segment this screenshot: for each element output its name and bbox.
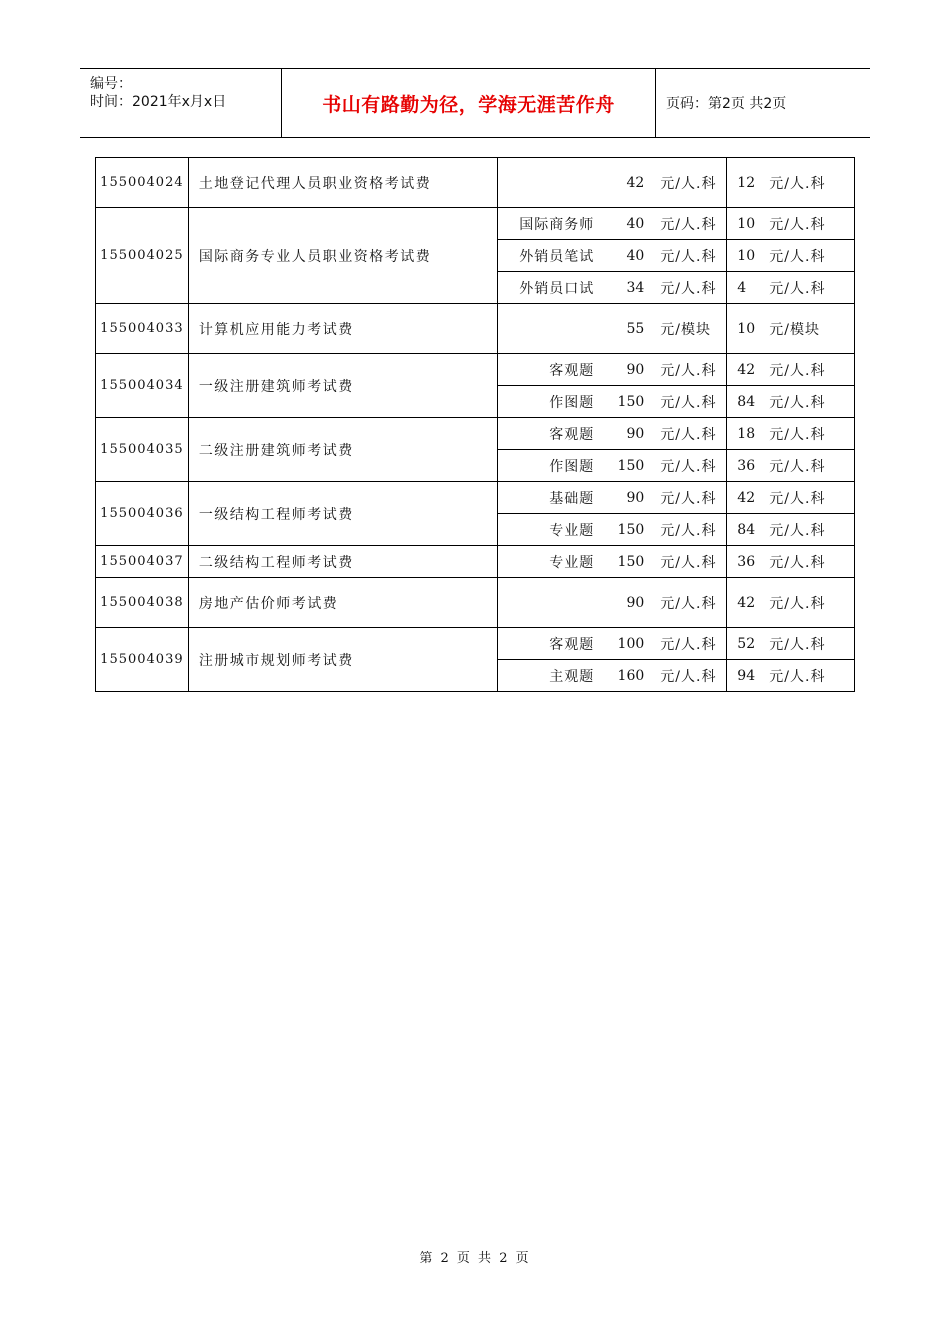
fee-standard <box>497 546 726 578</box>
fee-unit-2: 元/人.科 <box>769 394 826 411</box>
fee-standard <box>497 578 726 628</box>
fee-unit-2: 元/人.科 <box>769 458 826 475</box>
fee-unit: 元/人.科 <box>660 216 717 233</box>
fee-code: 155004025 <box>96 208 189 304</box>
fee-unit-2: 元/人.科 <box>769 426 826 443</box>
fee-subitem: 主观题 <box>549 668 595 685</box>
fee-amount-2: 36 <box>737 553 756 570</box>
fee-unit: 元/人.科 <box>660 636 717 653</box>
fee-table-body <box>96 158 855 692</box>
fee-name: 二级结构工程师考试费 <box>188 546 497 578</box>
fee-unit-2: 元/人.科 <box>769 175 826 192</box>
table-row <box>96 578 855 628</box>
fee-unit-2: 元/人.科 <box>769 554 826 571</box>
fee-amount: 40 <box>626 215 645 232</box>
fee-standard-2 <box>727 304 855 354</box>
fee-unit-2: 元/人.科 <box>769 668 826 685</box>
fee-unit: 元/人.科 <box>660 280 717 297</box>
fee-amount: 90 <box>626 361 645 378</box>
fee-amount-2: 42 <box>737 594 756 611</box>
fee-name: 一级结构工程师考试费 <box>188 482 497 546</box>
fee-standard-2 <box>727 546 855 578</box>
fee-unit: 元/人.科 <box>660 175 717 192</box>
fee-amount-2: 84 <box>737 393 756 410</box>
fee-amount: 40 <box>626 247 645 264</box>
fee-standard-2 <box>727 272 855 304</box>
fee-amount-2: 10 <box>737 215 756 232</box>
fee-name: 二级注册建筑师考试费 <box>188 418 497 482</box>
table-row <box>96 546 855 578</box>
fee-standard-2 <box>727 240 855 272</box>
table-row <box>96 304 855 354</box>
fee-code: 155004037 <box>96 546 189 578</box>
fee-standard <box>497 240 726 272</box>
fee-code: 155004038 <box>96 578 189 628</box>
fee-standard <box>497 158 726 208</box>
fee-amount: 100 <box>617 635 645 652</box>
fee-code: 155004039 <box>96 628 189 692</box>
fee-subitem: 基础题 <box>549 490 595 507</box>
fee-subitem: 国际商务师 <box>519 216 595 233</box>
fee-subitem: 作图题 <box>549 458 595 475</box>
fee-amount-2: 12 <box>737 174 756 191</box>
fee-standard <box>497 482 726 514</box>
fee-subitem: 外销员笔试 <box>519 248 595 265</box>
fee-unit: 元/人.科 <box>660 668 717 685</box>
table-row <box>96 418 855 450</box>
table-row <box>96 354 855 386</box>
fee-standard-2 <box>727 386 855 418</box>
fee-unit: 元/人.科 <box>660 362 717 379</box>
fee-unit: 元/人.科 <box>660 490 717 507</box>
fee-unit: 元/模块 <box>660 321 711 338</box>
fee-name: 房地产估价师考试费 <box>188 578 497 628</box>
fee-code: 155004035 <box>96 418 189 482</box>
fee-unit: 元/人.科 <box>660 458 717 475</box>
fee-unit-2: 元/人.科 <box>769 595 826 612</box>
fee-unit-2: 元/人.科 <box>769 248 826 265</box>
fee-amount: 34 <box>626 279 645 296</box>
table-row <box>96 482 855 514</box>
fee-table <box>95 157 855 692</box>
fee-standard-2 <box>727 418 855 450</box>
fee-amount-2: 36 <box>737 457 756 474</box>
fee-unit-2: 元/人.科 <box>769 280 826 297</box>
table-row <box>96 628 855 660</box>
header-page-info: 页码：第2页 共2页 <box>666 96 787 112</box>
fee-subitem: 专业题 <box>549 554 595 571</box>
fee-code: 155004036 <box>96 482 189 546</box>
fee-standard <box>497 208 726 240</box>
page-footer: 第 2 页 共 2 页 <box>419 1251 531 1266</box>
fee-subitem: 客观题 <box>549 636 595 653</box>
fee-standard <box>497 304 726 354</box>
fee-amount-2: 18 <box>737 425 756 442</box>
fee-unit-2: 元/人.科 <box>769 636 826 653</box>
fee-unit-2: 元/人.科 <box>769 522 826 539</box>
fee-amount: 90 <box>626 425 645 442</box>
fee-standard <box>497 514 726 546</box>
fee-amount: 90 <box>626 594 645 611</box>
fee-amount-2: 94 <box>737 667 756 684</box>
fee-amount: 150 <box>617 393 645 410</box>
fee-standard-2 <box>727 578 855 628</box>
fee-standard-2 <box>727 628 855 660</box>
fee-name: 土地登记代理人员职业资格考试费 <box>188 158 497 208</box>
fee-standard-2 <box>727 660 855 692</box>
fee-unit: 元/人.科 <box>660 554 717 571</box>
fee-unit: 元/人.科 <box>660 522 717 539</box>
time-label: 时间：2021年x月x日 <box>90 94 227 110</box>
fee-standard <box>497 272 726 304</box>
table-row <box>96 158 855 208</box>
fee-amount: 160 <box>617 667 645 684</box>
fee-subitem: 客观题 <box>549 362 595 379</box>
fee-standard-2 <box>727 482 855 514</box>
fee-standard-2 <box>727 354 855 386</box>
fee-subitem: 客观题 <box>549 426 595 443</box>
fee-code: 155004034 <box>96 354 189 418</box>
fee-amount: 55 <box>626 320 645 337</box>
fee-unit: 元/人.科 <box>660 248 717 265</box>
fee-name: 注册城市规划师考试费 <box>188 628 497 692</box>
fee-unit: 元/人.科 <box>660 595 717 612</box>
table-row <box>96 208 855 240</box>
fee-amount: 150 <box>617 553 645 570</box>
fee-standard-2 <box>727 450 855 482</box>
fee-name: 计算机应用能力考试费 <box>188 304 497 354</box>
page-header <box>80 68 870 138</box>
header-meta <box>80 69 280 137</box>
fee-amount-2: 10 <box>737 247 756 264</box>
fee-name: 国际商务专业人员职业资格考试费 <box>188 208 497 304</box>
fee-amount: 42 <box>626 174 645 191</box>
fee-unit: 元/人.科 <box>660 394 717 411</box>
fee-standard <box>497 354 726 386</box>
fee-subitem: 作图题 <box>549 394 595 411</box>
fee-amount-2: 42 <box>737 489 756 506</box>
fee-unit: 元/人.科 <box>660 426 717 443</box>
fee-code: 155004024 <box>96 158 189 208</box>
fee-standard <box>497 660 726 692</box>
fee-amount-2: 10 <box>737 320 756 337</box>
fee-standard <box>497 386 726 418</box>
fee-subitem: 专业题 <box>549 522 595 539</box>
fee-unit-2: 元/模块 <box>769 321 820 338</box>
fee-amount-2: 52 <box>737 635 756 652</box>
fee-unit-2: 元/人.科 <box>769 362 826 379</box>
number-label: 编号： <box>90 76 132 92</box>
fee-unit-2: 元/人.科 <box>769 490 826 507</box>
fee-standard-2 <box>727 208 855 240</box>
fee-standard <box>497 450 726 482</box>
fee-standard <box>497 418 726 450</box>
fee-code: 155004033 <box>96 304 189 354</box>
fee-amount: 150 <box>617 521 645 538</box>
header-divider <box>655 69 656 137</box>
fee-amount-2: 84 <box>737 521 756 538</box>
fee-amount: 150 <box>617 457 645 474</box>
fee-amount-2: 4 <box>737 279 747 296</box>
fee-standard <box>497 628 726 660</box>
fee-standard-2 <box>727 158 855 208</box>
fee-unit-2: 元/人.科 <box>769 216 826 233</box>
header-motto: 书山有路勤为径，学海无涯苦作舟 <box>322 93 615 116</box>
fee-amount-2: 42 <box>737 361 756 378</box>
fee-name: 一级注册建筑师考试费 <box>188 354 497 418</box>
fee-subitem: 外销员口试 <box>519 280 595 297</box>
fee-standard-2 <box>727 514 855 546</box>
fee-amount: 90 <box>626 489 645 506</box>
